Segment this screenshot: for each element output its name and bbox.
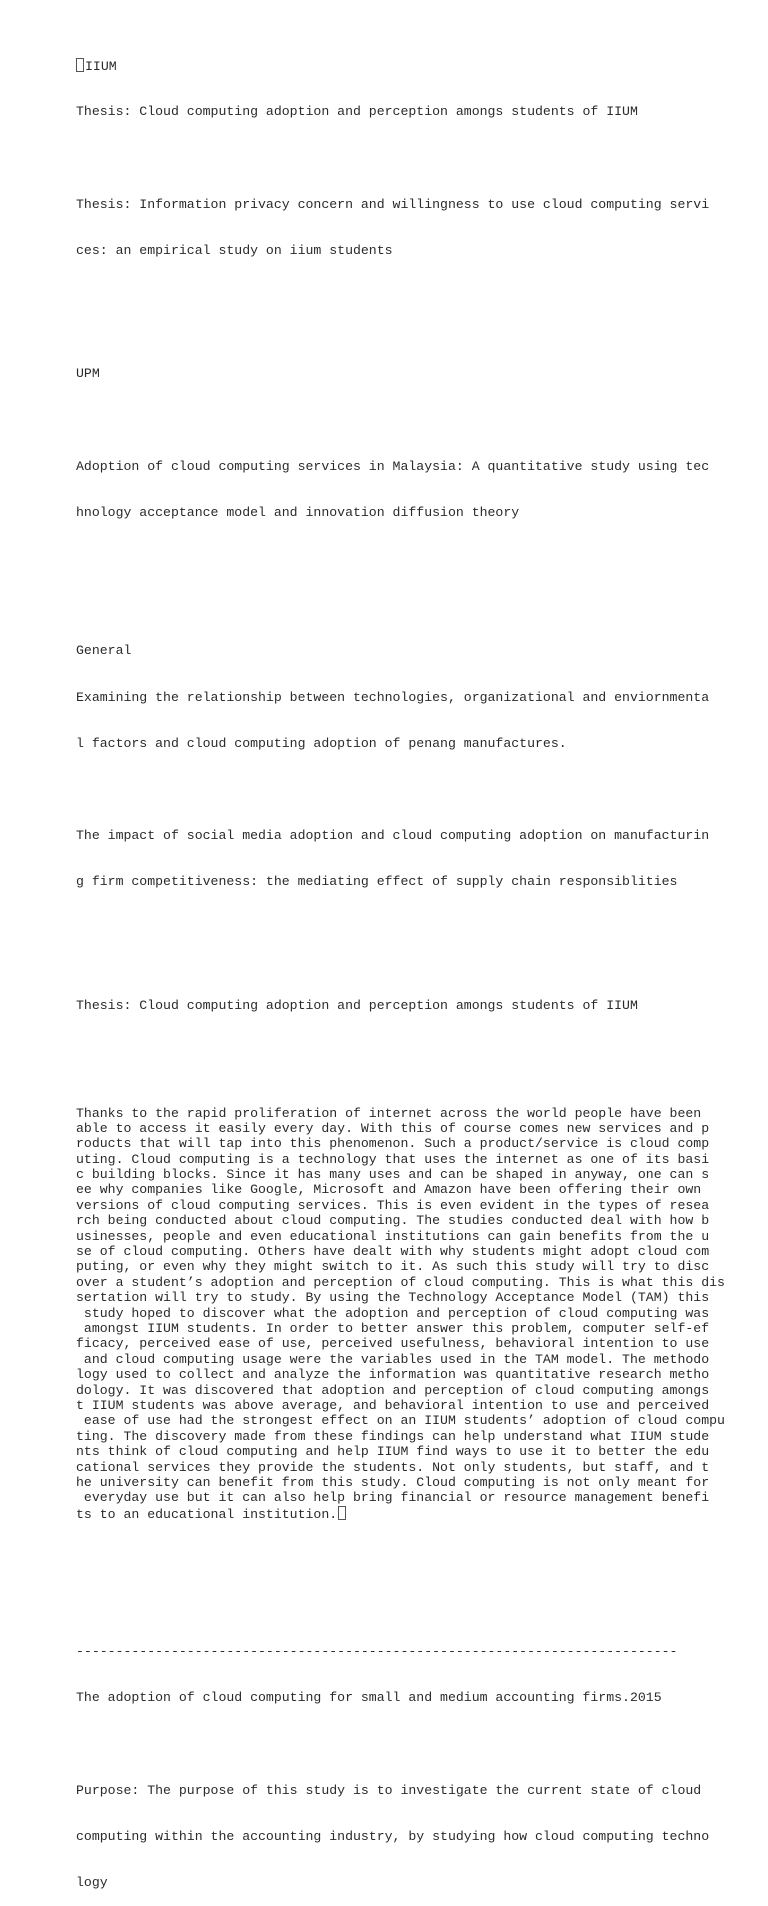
iium-heading-label: IIUM bbox=[85, 59, 117, 75]
abstract-line: everyday use but it can also help bring financial or resource management benefi bbox=[76, 1490, 710, 1506]
accounting-purpose-line-1: Purpose: The purpose of this study is to investigate the current state of cloud bbox=[76, 1782, 702, 1798]
abstract-line: over a student’s adoption and perception of cloud computing. This is what this dis bbox=[76, 1274, 725, 1290]
abstract-line: amongst IIUM students. In order to better answer this problem, computer self-ef bbox=[76, 1320, 710, 1336]
spacer bbox=[76, 305, 696, 336]
spacer bbox=[76, 782, 696, 797]
abstract-line: cational services they provide the students. Not only students, but staff, and t bbox=[76, 1459, 710, 1475]
abstract-line bbox=[76, 1506, 696, 1521]
abstract-line: se of cloud computing. Others have dealt with why students might adopt cloud com bbox=[76, 1244, 710, 1260]
general-heading: General bbox=[76, 643, 132, 659]
abstract-line: usinesses, people and even educational institutions can gain benefits from the u bbox=[76, 1228, 710, 1244]
abstract-body bbox=[76, 1105, 725, 1522]
accounting-purpose-line-2: computing within the accounting industry, by studying how cloud computing techno bbox=[76, 1829, 710, 1845]
abstract-line: logy used to collect and analyze the information was quantitative research metho bbox=[76, 1367, 710, 1383]
general-item-2-line-2: g firm competitiveness: the mediating effect of supply chain responsiblities bbox=[76, 874, 678, 890]
abstract-line: nts think of cloud computing and help IIUM find ways to use it to better the edu bbox=[76, 1444, 710, 1460]
spacer bbox=[76, 566, 696, 612]
spacer bbox=[76, 1737, 696, 1752]
general-item-2-line-1: The impact of social media adoption and cloud computing adoption on manufacturin bbox=[76, 828, 710, 844]
abstract-line: sertation will try to study. By using the Technology Acceptance Model (TAM) this bbox=[76, 1290, 710, 1306]
abstract-line: Thanks to the rapid proliferation of internet across the world people have been bbox=[76, 1105, 702, 1121]
abstract-line: ee why companies like Google, Microsoft and Amazon have been offering their own bbox=[76, 1182, 702, 1198]
missing-glyph-icon bbox=[76, 58, 84, 72]
spacer bbox=[76, 936, 696, 967]
upm-item-line-1: Adoption of cloud computing services in Malaysia: A quantitative study using tec bbox=[76, 458, 710, 474]
abstract-line: study hoped to discover what the adoption and perception of cloud computing was bbox=[76, 1305, 710, 1321]
spacer bbox=[76, 412, 696, 427]
abstract-line: able to access it easily every day. With this of course comes new services and p bbox=[76, 1120, 710, 1136]
abstract-line: ease of use had the strongest effect on an IIUM students’ adoption of cloud compu bbox=[76, 1413, 725, 1429]
iium-thesis-2-line-1: Thesis: Information privacy concern and willingness to use cloud computing servi bbox=[76, 196, 710, 212]
missing-glyph-icon bbox=[338, 1506, 346, 1520]
iium-heading bbox=[76, 58, 696, 73]
spacer bbox=[76, 1044, 696, 1059]
iium-thesis-1: Thesis: Cloud computing adoption and perception amongs students of IIUM bbox=[76, 104, 638, 120]
spacer bbox=[76, 1567, 696, 1613]
abstract-line: versions of cloud computing services. This is even evident in the types of resea bbox=[76, 1197, 710, 1213]
abstract-line: ficacy, perceived ease of use, perceived usefulness, behavioral intention to use bbox=[76, 1336, 710, 1352]
abstract-line: and cloud computing usage were the variables used in the TAM model. The methodo bbox=[76, 1351, 710, 1367]
abstract-line: roducts that will tap into this phenomenon. Such a product/service is cloud comp bbox=[76, 1136, 710, 1152]
upm-item-line-2: hnology acceptance model and innovation diffusion theory bbox=[76, 504, 520, 520]
document-page bbox=[76, 12, 725, 1906]
upm-heading: UPM bbox=[76, 366, 100, 382]
abstract-line: uting. Cloud computing is a technology that uses the internet as one of its basi bbox=[76, 1151, 710, 1167]
abstract-title: Thesis: Cloud computing adoption and perception amongs students of IIUM bbox=[76, 997, 638, 1013]
general-item-1-line-1: Examining the relationship between technologies, organizational and enviornmenta bbox=[76, 689, 710, 705]
abstract-line: ting. The discovery made from these findings can help understand what IIUM stude bbox=[76, 1428, 710, 1444]
general-item-1-line-2: l factors and cloud computing adoption of penang manufactures. bbox=[76, 735, 567, 751]
accounting-title: The adoption of cloud computing for small and medium accounting firms.2015 bbox=[76, 1690, 662, 1706]
abstract-line: rch being conducted about cloud computing. The studies conducted deal with how b bbox=[76, 1213, 710, 1229]
abstract-line: he university can benefit from this study. Cloud computing is not only meant for bbox=[76, 1474, 710, 1490]
spacer bbox=[76, 151, 696, 166]
abstract-line: dology. It was discovered that adoption and perception of cloud computing amongs bbox=[76, 1382, 710, 1398]
abstract-line: puting, or even why they might switch to it. As such this study will try to disc bbox=[76, 1259, 710, 1275]
iium-thesis-2-line-2: ces: an empirical study on iium students bbox=[76, 243, 393, 259]
accounting-purpose-line-3: logy bbox=[76, 1875, 108, 1891]
abstract-line-text: ts to an educational institution. bbox=[76, 1506, 338, 1522]
abstract-line: c building blocks. Since it has many uses and can be shaped in anyway, one can s bbox=[76, 1167, 710, 1183]
abstract-line: t IIUM students was above average, and behavioral intention to use and perceived bbox=[76, 1397, 710, 1413]
section-divider: ---------------------------------------------------------------------------- bbox=[76, 1644, 678, 1660]
